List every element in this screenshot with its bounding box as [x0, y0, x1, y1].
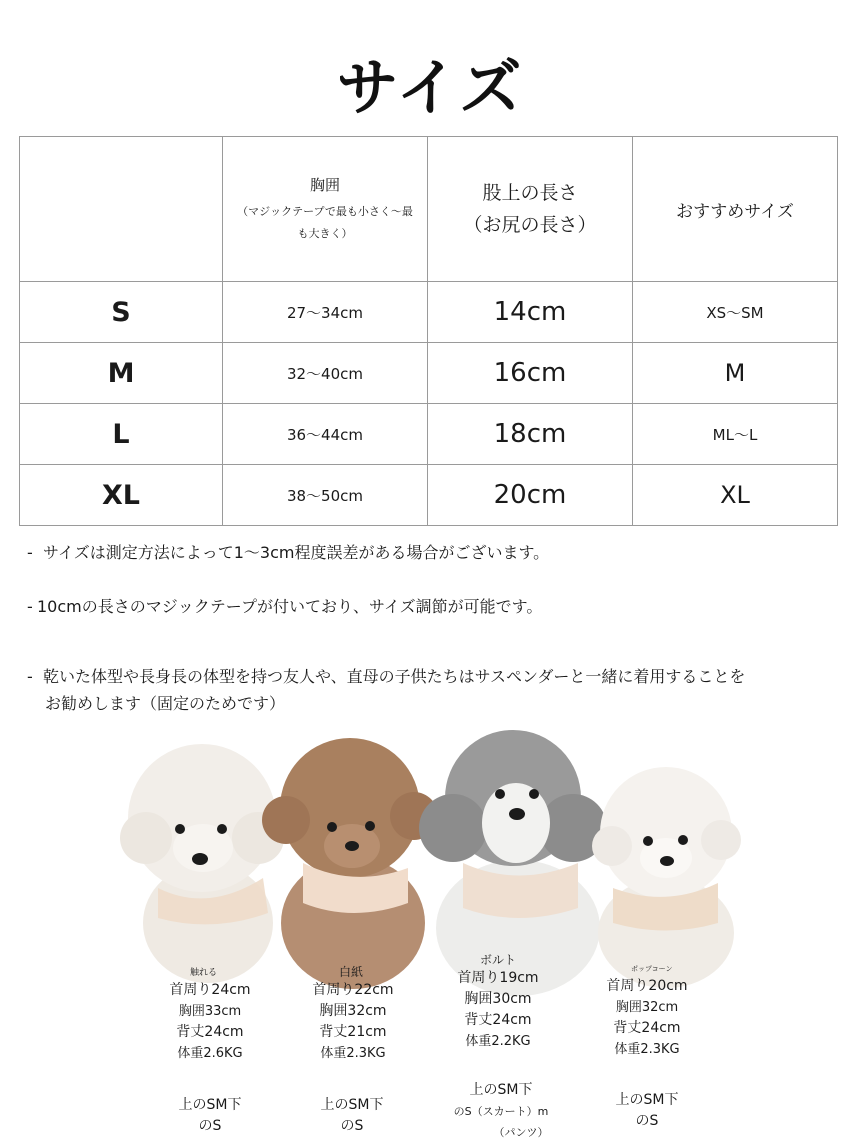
rise-value: 20cm: [493, 480, 567, 510]
dog-neck: 首周り20cm: [606, 978, 688, 994]
chest-cell: [223, 404, 428, 465]
header-rise-line1: 股上の長さ: [482, 182, 578, 204]
recommended-value: M: [724, 359, 746, 387]
page-title: サイズ: [336, 51, 524, 124]
dog-name: 白紙: [339, 965, 364, 979]
fit-line: のS: [198, 1118, 222, 1134]
recommended-value: ML～L: [712, 425, 758, 444]
size-cell: [20, 404, 223, 465]
dog-chest: 胸囲32cm: [319, 1003, 387, 1019]
rise-cell: [428, 465, 633, 526]
dog-name: ボルト: [479, 953, 516, 967]
dog-chest: 胸囲33cm: [178, 1004, 242, 1019]
dog-name: 触れる: [190, 968, 218, 978]
note-suspender-cont: [27, 691, 285, 717]
note-text: お勧めします（固定のためです）: [45, 694, 286, 713]
dog-name: ポップコーン: [631, 965, 673, 973]
rise-cell: [428, 404, 633, 465]
recommended-value: XS～SM: [706, 303, 764, 322]
header-chest-cell: [223, 137, 428, 282]
fit-line: のS（スカート）m: [453, 1105, 549, 1118]
table-row: [20, 343, 838, 404]
header-chest: 胸囲: [309, 175, 340, 194]
fit-line: 上のSM下: [320, 1097, 384, 1113]
chest-value: 27～34cm: [286, 303, 364, 322]
recommended-cell: [633, 465, 838, 526]
dog-neck: 首周り24cm: [169, 982, 251, 998]
header-rise-cell: [428, 137, 633, 282]
dog-info-4: [597, 962, 697, 1060]
fit-line: 上のSM下: [178, 1097, 242, 1113]
chest-cell: [223, 465, 428, 526]
dog-back: 背丈24cm: [613, 1020, 681, 1036]
dog-chest: 胸囲32cm: [615, 1000, 679, 1015]
dog-back: 背丈24cm: [464, 1012, 532, 1028]
white-poodle-1: [120, 744, 284, 983]
table-row: [20, 465, 838, 526]
rise-value: 16cm: [493, 358, 567, 388]
recommended-cell: [633, 343, 838, 404]
dog-info-1: [160, 966, 260, 1064]
dog-neck: 首周り22cm: [312, 982, 394, 998]
dog-info-3: [448, 952, 548, 1052]
rise-cell: [428, 343, 633, 404]
rise-value: 14cm: [493, 297, 567, 327]
recommended-cell: [633, 404, 838, 465]
dog-weight: 体重2.3KG: [614, 1042, 680, 1057]
note-bullet: -: [27, 543, 33, 562]
fit-line: のS: [340, 1118, 364, 1134]
dog-chest: 胸囲30cm: [464, 991, 532, 1007]
size-label: M: [107, 357, 135, 389]
chest-cell: [223, 343, 428, 404]
fit-line: （パンツ）: [493, 1126, 549, 1139]
note-velcro: [27, 594, 542, 620]
size-label: S: [111, 296, 131, 328]
recommended-cell: [633, 282, 838, 343]
table-row: [20, 282, 838, 343]
note-text: 乾いた体型や長身長の体型を持つ友人や、直母の子供たちはサスペンダーと一緒に着用することを: [43, 667, 746, 686]
size-label: XL: [101, 479, 141, 511]
chest-value: 36～44cm: [286, 425, 364, 444]
chest-value: 38～50cm: [286, 486, 364, 505]
rise-value: 18cm: [493, 419, 567, 449]
dog-fit-3: [436, 1080, 566, 1143]
dogs-photo: [118, 728, 742, 996]
dog-fit-2: [302, 1095, 402, 1137]
header-recommended: おすすめサイズ: [676, 201, 794, 222]
recommended-value: XL: [720, 481, 750, 509]
chest-value: 32～40cm: [286, 364, 364, 383]
size-cell: [20, 282, 223, 343]
fit-line: のS: [635, 1113, 659, 1129]
table-row: [20, 404, 838, 465]
white-poodle-2: [592, 767, 741, 988]
dog-back: 背丈21cm: [319, 1024, 387, 1040]
dog-back: 背丈24cm: [176, 1024, 244, 1040]
table-header-row: [20, 137, 838, 282]
dog-fit-4: [597, 1090, 697, 1132]
dog-info-2: [303, 964, 403, 1064]
dog-weight: 体重2.3KG: [320, 1046, 386, 1061]
header-rise-line2: （お尻の長さ）: [463, 214, 597, 236]
note-bullet: -: [27, 597, 33, 616]
note-measurement: [27, 540, 549, 566]
dog-neck: 首周り19cm: [457, 970, 539, 986]
note-text: サイズは測定方法によって1～3cm程度誤差がある場合がございます。: [43, 543, 550, 562]
brown-poodle: [262, 738, 438, 989]
size-label: L: [112, 418, 130, 450]
header-size-cell: [20, 137, 223, 282]
chest-cell: [223, 282, 428, 343]
dog-weight: 体重2.6KG: [177, 1046, 243, 1061]
note-suspender: [27, 664, 745, 690]
size-cell: [20, 465, 223, 526]
size-table: [19, 136, 838, 526]
header-chest-note: （マジックテープで最も小さく～最も大きく）: [237, 204, 413, 240]
rise-cell: [428, 282, 633, 343]
fit-line: 上のSM下: [615, 1092, 679, 1108]
size-cell: [20, 343, 223, 404]
dog-fit-1: [160, 1095, 260, 1137]
header-recommended-cell: [633, 137, 838, 282]
fit-line: 上のSM下: [469, 1082, 533, 1098]
note-text: 10cmの長さのマジックテープが付いており、サイズ調節が可能です。: [37, 597, 543, 616]
dog-weight: 体重2.2KG: [465, 1034, 531, 1049]
note-bullet: -: [27, 667, 33, 686]
